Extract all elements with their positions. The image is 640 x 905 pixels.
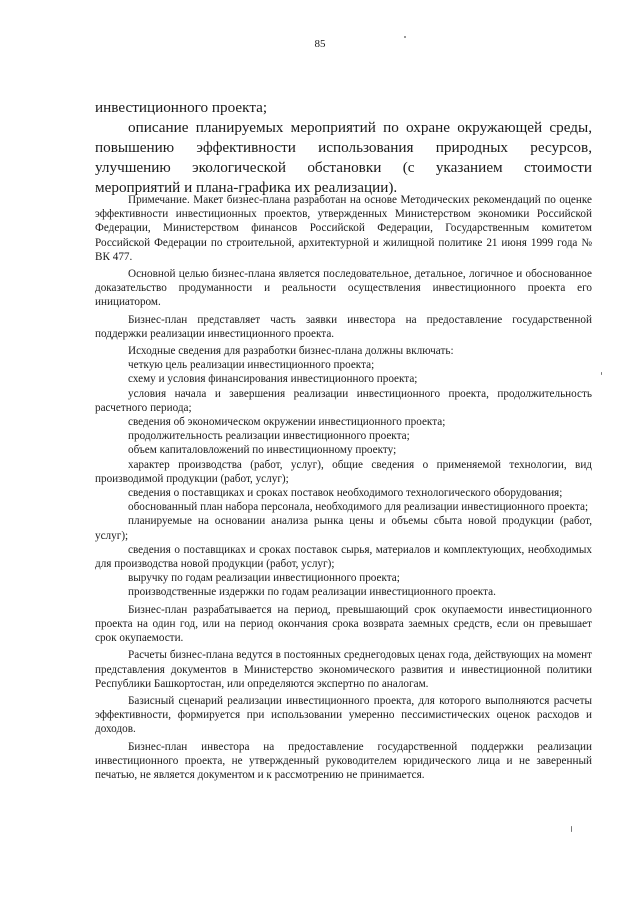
body-section	[95, 193, 592, 785]
source-data-list	[95, 344, 592, 600]
scan-speck	[571, 826, 572, 832]
list-item: планируемые на основании анализа рынка цены и объемы сбыта новой продукции (работ, услуг);	[95, 515, 592, 542]
final-paragraph: Бизнес-план инвестора на предоставление государственной поддержки реализации инвестиционного проекта, не утвержденный руководителем юридического лица и не заверенный печатью, не является документом и к рассмотрению не принимается.	[95, 740, 592, 781]
prices-paragraph: Расчеты бизнес-плана ведутся в постоянных среднегодовых ценах года, действующих на момент представления документов в Министерство экономического развития и инвестиционной политики Республики Башкортостан, или определяются экспертно по аналогам.	[95, 649, 592, 690]
goal-paragraph: Основной целью бизнес-плана является последовательное, детальное, логичное и обоснованное доказательство продуманности и реальности осуществления инвестиционного проекта его инициатором.	[95, 268, 592, 309]
list-item: сведения о поставщиках и сроках поставок сырья, материалов и комплектующих, необходимых для производства новой продукции (работ, услуг);	[95, 543, 592, 571]
list-item: четкую цель реализации инвестиционного проекта;	[128, 359, 375, 372]
period-paragraph: Бизнес-план разрабатывается на период, превышающий срок окупаемости инвестиционного проекта на один год, или на период окончания срока возврата заемных средств, если он превышает срок окупаемости.	[95, 603, 592, 645]
scenario-paragraph: Базисный сценарий реализации инвестиционного проекта, для которого выполняются расчеты эффективности, формируется при использовании умеренно пессимистических оценок расходов и доходов.	[95, 694, 592, 736]
part-paragraph: Бизнес-план представляет часть заявки инвестора на предоставление государственной поддержки реализации инвестиционного проекта.	[95, 313, 592, 340]
list-item: условия начала и завершения реализации инвестиционного проекта, продолжительность расчетного периода;	[95, 387, 592, 414]
intro-continuation: инвестиционного проекта;	[95, 99, 268, 116]
note-paragraph: Примечание. Макет бизнес-плана разработан на основе Методических рекомендаций по оценке эффективности инвестиционных проектов, утвержденных Министерством экономики Российской Федерации, Министерством финансов Российской Федерации, Государственным комитетом Российской Федерации по строительной, архитектурной и жилищной политике 21 июня 1999 года № ВК 477.	[95, 194, 592, 263]
page-number: 85	[314, 38, 326, 50]
list-intro: Исходные сведения для разработки бизнес-плана должны включать:	[128, 345, 454, 358]
list-item: обоснованный план набора персонала, необходимого для реализации инвестиционного проекта;	[128, 501, 589, 514]
list-item: схему и условия финансирования инвестиционного проекта;	[128, 373, 418, 386]
list-item: выручку по годам реализации инвестиционного проекта;	[128, 572, 400, 585]
scan-speck	[601, 372, 602, 375]
intro-item: описание планируемых мероприятий по охране окружающей среды, повышению эффективности использования природных ресурсов, улучшению экологической обстановки (с указанием стоимости мероприятий и плана-графика их реализации).	[95, 119, 592, 196]
list-item: продолжительность реализации инвестиционного проекта;	[128, 430, 410, 443]
list-item: объем капиталовложений по инвестиционному проекту;	[128, 444, 397, 457]
list-item: производственные издержки по годам реализации инвестиционного проекта.	[128, 586, 496, 599]
list-item: характер производства (работ, услуг), общие сведения о применяемой технологии, вид производимой продукции (работ, услуг);	[95, 458, 592, 485]
list-item: сведения о поставщиках и сроках поставок необходимого технологического оборудования;	[128, 487, 563, 500]
list-item: сведения об экономическом окружении инвестиционного проекта;	[128, 416, 446, 429]
intro-section	[95, 98, 592, 198]
scan-speck	[404, 36, 406, 38]
